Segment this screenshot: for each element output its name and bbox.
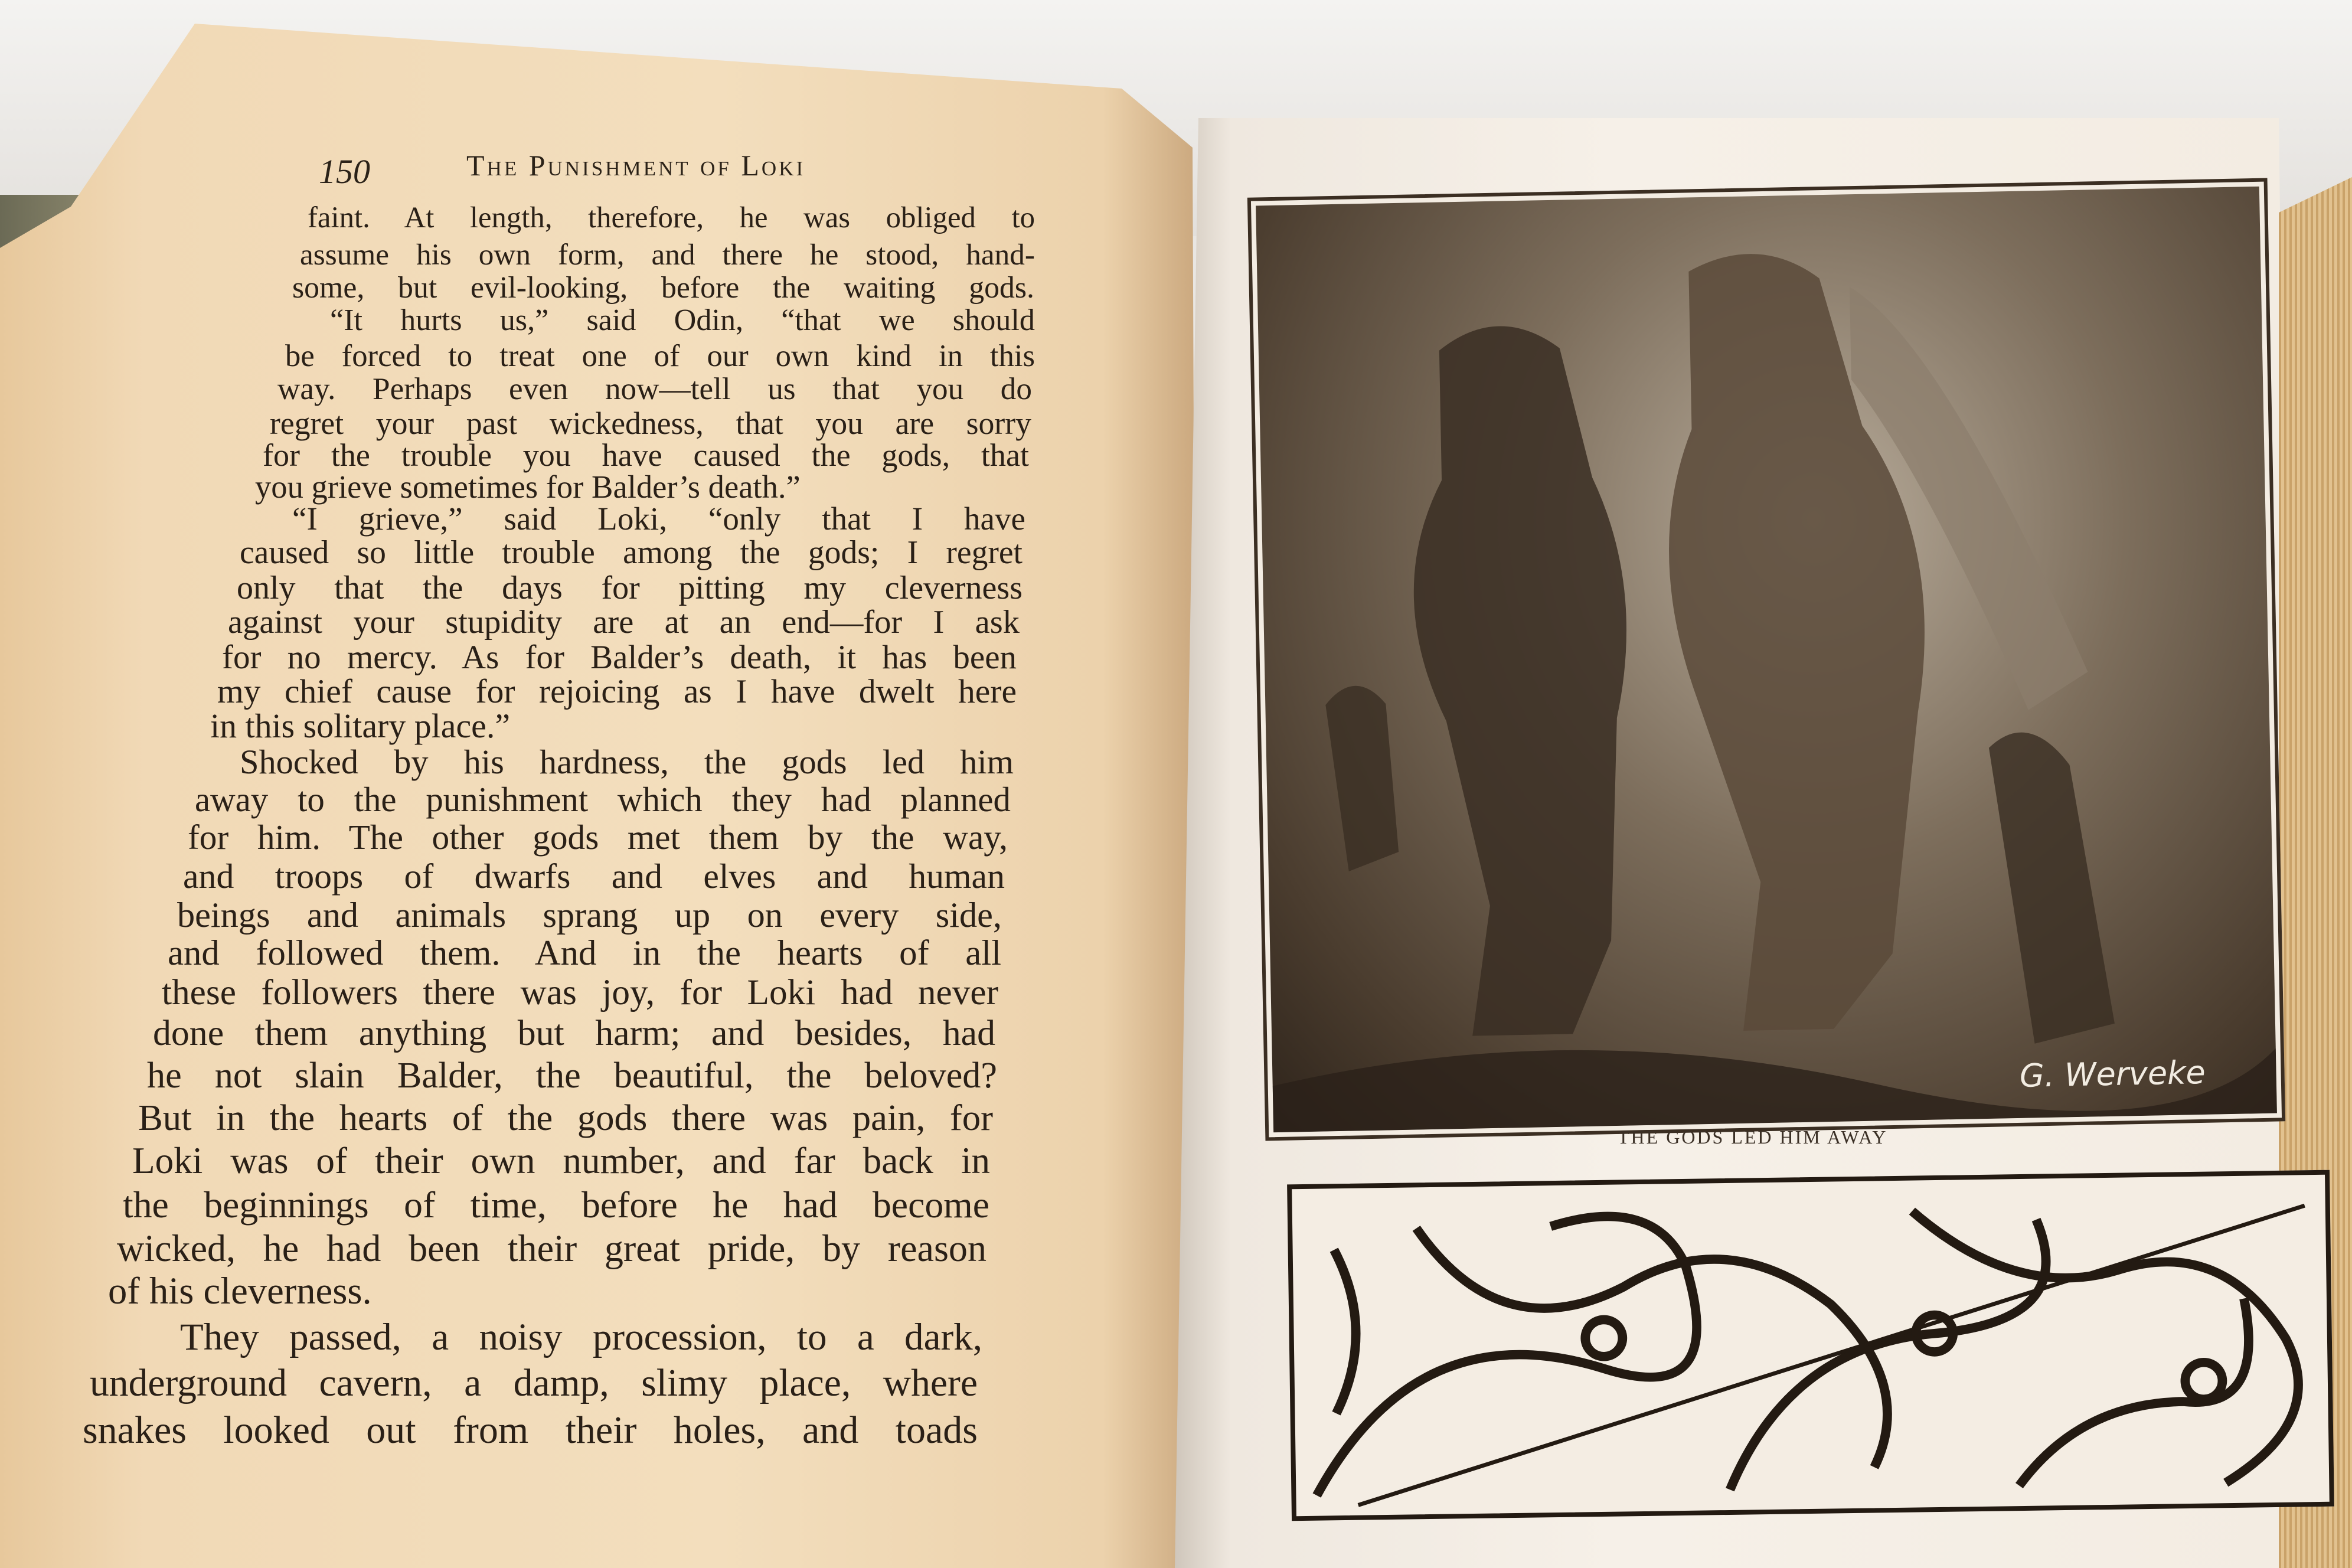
running-head: The Punishment of Loki [466,149,806,182]
text-line: faint. At length, therefore, he was obliged to [308,201,1035,234]
text-line: Shocked by his hardness, the gods led him [240,743,1014,781]
text-line: assume his own form, and there he stood, hand- [300,238,1035,272]
text-line: my chief cause for rejoicing as I have dwelt here [217,673,1017,710]
text-line: he not slain Balder, the beautiful, the beloved? [147,1056,997,1096]
illustration-figures [1256,187,2277,1132]
text-line: only that the days for pitting my cleverness [237,570,1023,606]
text-line: They passed, a noisy procession, to a dark, [180,1316,982,1358]
text-line: caused so little trouble among the gods; I regret [240,534,1023,571]
illustration [1247,178,2285,1141]
text-line: But in the hearts of the gods there was pain, for [138,1097,993,1138]
text-line: against your stupidity are at an end—for I ask [228,604,1020,641]
text-line: “It hurts us,” said Odin, “that we should [330,303,1035,337]
decorative-ornament [1287,1170,2334,1521]
text-line: snakes looked out from their holes, and toads [83,1409,978,1452]
artist-signature: G. Werveke [2019,1053,2206,1095]
text-line: and followed them. And in the hearts of all [168,933,1001,973]
text-line: you grieve sometimes for Balder’s death.” [255,469,801,505]
illustration-caption: THE GODS LED HIM AWAY [1618,1126,1888,1148]
text-line: some, but evil-looking, before the waiting gods. [292,271,1034,305]
text-line: away to the punishment which they had planned [195,780,1011,819]
text-line: for no mercy. As for Balder’s death, it has been [222,639,1017,676]
text-line: wicked, he had been their great pride, by reason [117,1227,986,1269]
text-line: these followers there was joy, for Loki had never [162,972,998,1012]
text-line: Loki was of their own number, and far back in [132,1140,990,1181]
text-line: for the trouble you have caused the gods, that [263,437,1029,473]
text-line: of his cleverness. [108,1269,372,1312]
text-line: beings and animals sprang up on every side, [177,896,1002,935]
page-number: 150 [319,152,370,191]
text-line: underground cavern, a damp, slimy place, where [90,1362,978,1404]
text-line: “I grieve,” said Loki, “only that I have [292,501,1025,537]
text-line: for him. The other gods met them by the way, [188,818,1008,857]
text-line: done them anything but harm; and besides, had [153,1013,995,1053]
text-line: and troops of dwarfs and elves and human [183,857,1005,896]
text-line: be forced to treat one of our own kind in this [285,339,1035,373]
text-line: the beginnings of time, before he had become [123,1184,989,1226]
text-line: way. Perhaps even now—tell us that you do [277,371,1032,406]
text-line: regret your past wickedness, that you are sorry [270,406,1031,441]
text-line: in this solitary place.” [210,707,511,745]
